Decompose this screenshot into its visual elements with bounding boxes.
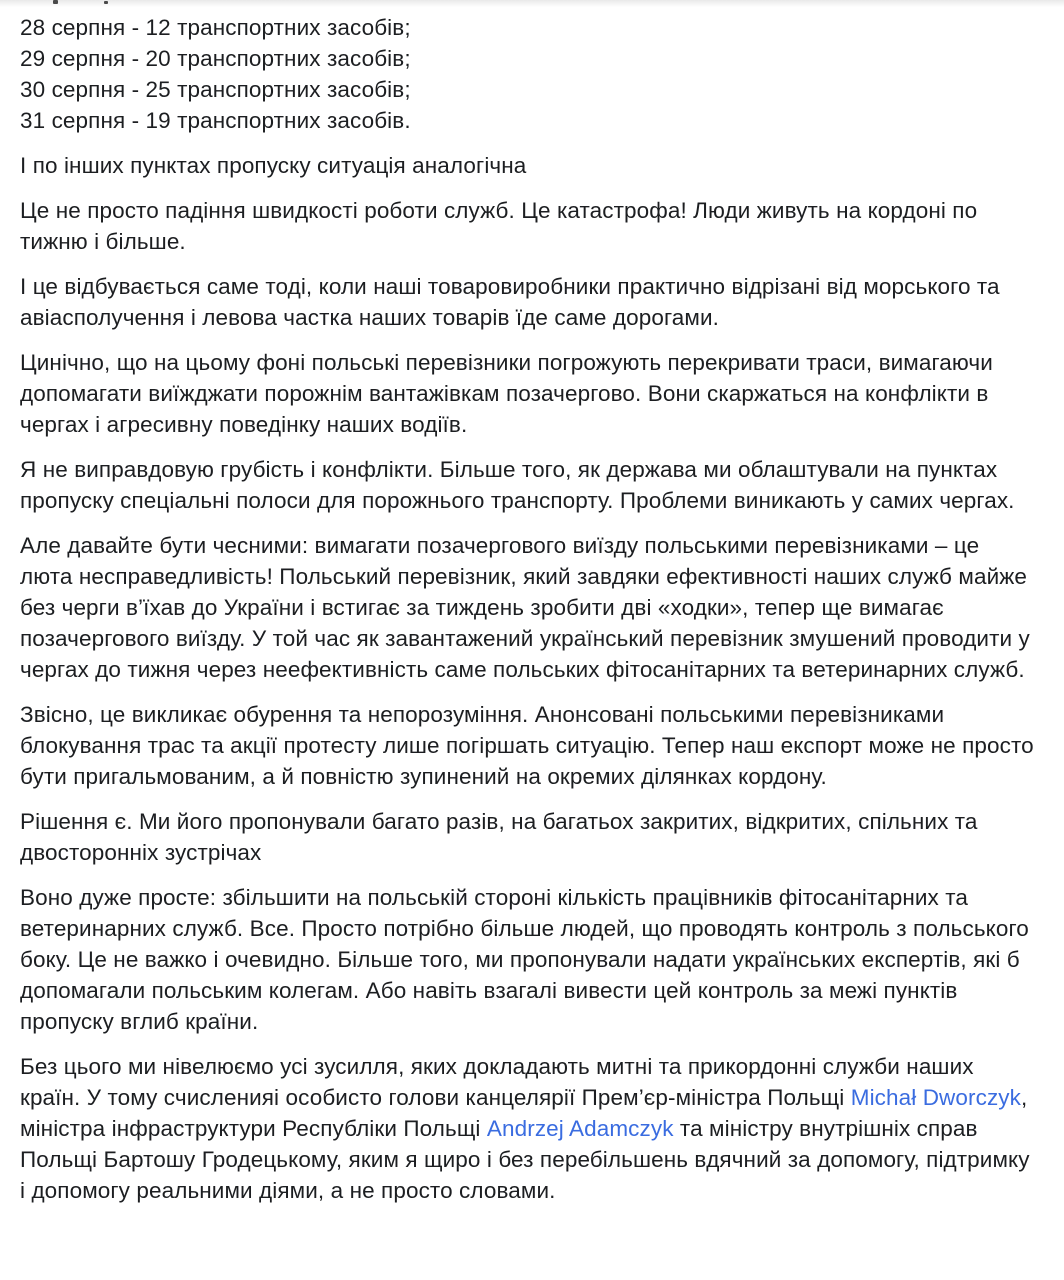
cutoff-text-remnant [53, 0, 58, 4]
paragraph-solution-exists: Рішення є. Ми його пропонували багато разів, на багатьох закритих, відкритих, спільних та двосторонніх зустрічах [20, 809, 978, 865]
paragraph-catastrophe: Це не просто падіння швидкості роботи служб. Це катастрофа! Люди живуть на кордоні по тижню і більше. [20, 198, 978, 254]
paragraph-polish-carriers-threats: Цинічно, що на цьому фоні польські перевізники погрожують перекривати траси, вимагаючи допомагати виїжджати порожнім вантажівкам позачергово. Вони скаржаться на конфлікти в чергах і агресивну поведінку наших водіїв. [20, 350, 993, 437]
stat-line-aug-31: 31 серпня - 19 транспортних засобів. [20, 108, 411, 133]
link-michal-dworczyk[interactable]: Michał Dworczyk [850, 1085, 1022, 1110]
gratitude-text-1: Без цього ми нівелюємо усі зусилля, яких докладають митні та прикордонні служби наших країн. У тому счисленияі особисто голови канцелярії Прем’єр-міністра Польщі [20, 1054, 974, 1110]
stat-line-aug-29: 29 серпня - 20 транспортних засобів; [20, 46, 411, 71]
paragraph-producers-cut-off: І це відбувається саме тоді, коли наші товаровиробники практично відрізані від морського та авіасполучення і левова частка наших товарів їде саме дорогами. [20, 274, 1000, 330]
stat-line-aug-28: 28 серпня - 12 транспортних засобів; [20, 15, 411, 40]
paragraph-gratitude [20, 1051, 1034, 1206]
link-andrzej-adamczyk[interactable]: Andrzej Adamczyk [486, 1116, 674, 1141]
paragraph-blockades-worsen: Звісно, це викликає обурення та непорозуміння. Анонсовані польськими перевізниками блокування трас та акції протесту лише погіршать ситуацію. Тепер наш експорт може не просто бути пригальмованим, а й повністю зупинений на окремих ділянках кордону. [20, 702, 1034, 789]
paragraph-lets-be-honest: Але давайте бути чесними: вимагати позачергового виїзду польськими перевізниками – це люта несправедливість! Польський перевізник, який завдяки ефективності наших служб майже без черги в’їхав до України і встигає за тиждень зробити дві «ходки», тепер ще вимагає позачергового виїзду. У той час як завантажений український перевізник змушений проводити у чергах до тижня через неефективність саме польських фітосанітарних та ветеринарних служб. [20, 533, 1030, 682]
gratitude-text-2: , міністра інфраструктури Республіки Польщі [20, 1085, 1028, 1141]
paragraph-simple-solution: Воно дуже просте: збільшити на польській стороні кількість працівників фітосанітарних та ветеринарних служб. Все. Просто потрібно більше людей, що проводять контроль з польського боку. Це не важко і очевидно. Більше того, ми пропонували надати українських експертів, які б допомагали польським колегам. Або навіть взагалі вивести цей контроль за межі пунктів пропуску вглиб країни. [20, 885, 1029, 1034]
gratitude-text-3: та міністру внутрішніх справ Польщі Бартошу Гродецькому, яким я щиро і без перебільшень вдячний за допомогу, підтримку і допомогу реальними діями, а не просто словами. [20, 1116, 1030, 1203]
paragraph-other-checkpoints: І по інших пунктах пропуску ситуація аналогічна [20, 153, 527, 178]
top-edge-shadow [0, 0, 1064, 7]
paragraph-no-excuse-conflicts: Я не виправдовую грубість і конфлікти. Більше того, як держава ми облаштували на пунктах пропуску спеціальні полоси для порожнього транспорту. Проблеми виникають у самих чергах. [20, 457, 1015, 513]
stat-line-aug-30: 30 серпня - 25 транспортних засобів; [20, 77, 411, 102]
cutoff-text-remnant [104, 1, 108, 4]
daily-vehicle-stats-list [20, 12, 1034, 136]
